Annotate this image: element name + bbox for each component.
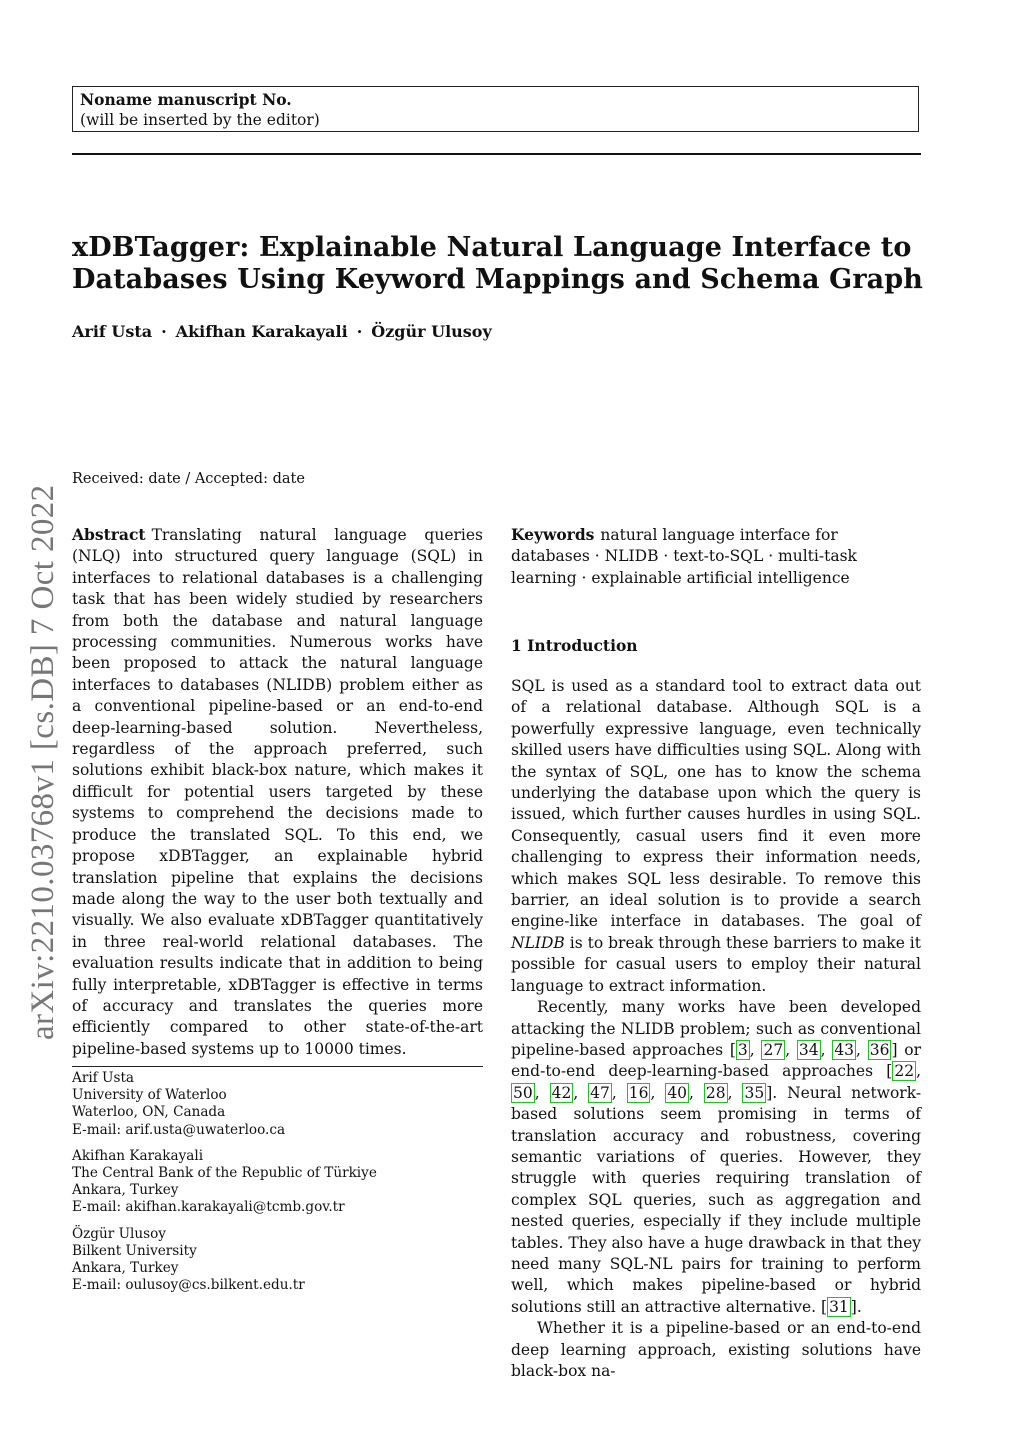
arxiv-identifier: arXiv:2210.03768v1 [cs.DB] 7 Oct 2022 [25, 484, 61, 1040]
affiliation-email: E-mail: akifhan.karakayali@tcmb.gov.tr [72, 1199, 345, 1216]
intro-text: Recently, many works have been developed attacking the NLIDB problem; such as conventional pipeline-based approaches [ [511, 998, 921, 1059]
citation-link[interactable]: 43 [834, 1040, 855, 1059]
citation-link[interactable]: 36 [869, 1040, 890, 1059]
citation-link[interactable]: 47 [590, 1083, 610, 1102]
intro-text: SQL is used as a standard tool to extract data out of a relational database. Although SQL is a powerfully expressive language, even technically skilled users have difficulties using SQL. Along with the syntax of SQL, one has to know the schema underlying the database upon which the query is issued, which further causes hurdles in using SQL. Consequently, casual users find it even more challenging to express their information needs, which makes SQL less desirable. To remove this barrier, an ideal solution is to provide a search engine-like interface in databases. The goal of [511, 677, 921, 931]
introduction-body [511, 676, 921, 1382]
intro-emphasis: NLIDB [511, 933, 565, 952]
citation-link[interactable]: 28 [705, 1083, 726, 1102]
citation-link[interactable]: 34 [798, 1040, 819, 1059]
keywords [511, 524, 921, 589]
footnote-rule [72, 1066, 483, 1067]
affiliation-block [72, 1070, 492, 1139]
citation-link[interactable]: 40 [667, 1083, 688, 1102]
abstract-text: Translating natural language queries (NLQ) into structured query language (SQL) in interfaces to relational databases is a challenging task that has been widely studied by researchers from both the database and natural language processing communities. Numerous works have been proposed to attack the natural language interfaces to databases (NLIDB) problem either as a conventional pipeline-based or an end-to-end deep-learning-based solution. Nevertheless, regardless of the approach preferred, such solutions exhibit black-box nature, which makes it difficult for potential users targeted by these systems to comprehend the decisions made to produce the translated SQL. To this end, we propose xDBTagger, an explainable hybrid translation pipeline that explains the decisions made along the way to the user both textually and visually. We also evaluate xDBTagger quantitatively in three real-world relational databases. The evaluation results indicate that in addition to being fully interpretable, xDBTagger is effective in terms of accuracy and translates the queries more efficiently compared to other state-of-the-art pipeline-based systems up to 10000 times. [72, 526, 483, 1058]
section-heading: 1 Introduction [511, 636, 638, 655]
affiliation-location: Ankara, Turkey [72, 1260, 179, 1277]
citation-link[interactable]: 3 [737, 1040, 748, 1059]
manuscript-number-box [72, 86, 919, 132]
affiliation-institution: The Central Bank of the Republic of Türkiye [72, 1165, 377, 1182]
intro-text: ]. [850, 1297, 862, 1316]
intro-paragraph: Recently, many works have been developed attacking the NLIDB problem; such as conventional pipeline-based approaches [ 3 , 27 , 34 , 43 , 36 ] or end-to-end deep-learning-based approaches [ 22 , 50 , 42 , 47 , 16 , 40 , 28 , 35 ]. Neural network-based solutions seem promising in terms of translation accuracy and robustness, covering semantic variations of queries. However, they struggle with queries requiring translation of complex SQL queries, such as aggregation and nested queries, especially if they include multiple tables. They also have a huge drawback in that they need many SQL-NL pairs for training to perform well, which makes pipeline-based or hybrid solutions still an attractive alternative. [ 31 ]. [511, 998, 922, 1316]
affiliation-email: E-mail: oulusoy@cs.bilkent.edu.tr [72, 1277, 305, 1294]
citation-link[interactable]: 42 [551, 1083, 572, 1102]
manuscript-label: Noname manuscript No. [80, 90, 292, 109]
manuscript-note: (will be inserted by the editor) [80, 111, 320, 129]
intro-paragraph: Whether it is a pipeline-based or an end-to-end deep learning approach, existing solutions have black-box na- [511, 1319, 921, 1380]
author-name: Akifhan Karakayali [175, 322, 348, 341]
intro-paragraph [511, 676, 921, 997]
affiliation-name: Arif Usta [72, 1070, 135, 1086]
affiliation-institution: University of Waterloo [72, 1087, 227, 1104]
abstract-heading: Abstract [72, 525, 146, 544]
intro-text: is to break through these barriers to make it possible for casual users to employ their natural language to extract information. [511, 933, 921, 995]
paper-title: xDBTagger: Explainable Natural Language Interface to Databases Using Keyword Mappings and Schema Graph [72, 232, 923, 295]
citation-link[interactable]: 16 [628, 1083, 649, 1102]
affiliation-email: E-mail: arif.usta@uwaterloo.ca [72, 1121, 286, 1138]
affiliation-name: Özgür Ulusoy [72, 1225, 166, 1242]
affiliation-name: Akifhan Karakayali [72, 1147, 204, 1164]
citation-link[interactable]: 50 [513, 1083, 533, 1102]
author-affiliations [72, 1070, 492, 1303]
header-rule [72, 153, 921, 155]
abstract [72, 524, 483, 1060]
intro-text: ]. Neural network-based solutions seem promising in terms of translation accuracy and robustness, covering semantic variations of queries. However, they struggle with queries requiring translation of complex SQL queries, such as aggregation and nested queries, especially if they include multiple tables. They also have a huge drawback in that they need many SQL-NL pairs for training to perform well, which makes pipeline-based or hybrid solutions still an attractive alternative. [ [511, 1083, 922, 1316]
keywords-text: natural language interface for databases · NLIDB · text-to-SQL · multi-task learning · explainable artificial intelligence [511, 526, 857, 587]
affiliation-block [72, 1148, 492, 1217]
intro-text: ] or end-to-end deep-learning-based approaches [ [511, 1040, 922, 1081]
citation-link[interactable]: 35 [744, 1083, 765, 1102]
author-list [72, 322, 492, 341]
citation-link[interactable]: 31 [829, 1297, 849, 1316]
affiliation-institution: Bilkent University [72, 1242, 197, 1259]
citation-link[interactable]: 27 [763, 1040, 784, 1059]
affiliation-location: Waterloo, ON, Canada [72, 1104, 226, 1121]
keywords-heading: Keywords [511, 525, 595, 544]
author-name: Arif Usta [72, 322, 153, 341]
author-name: Özgür Ulusoy [371, 322, 492, 341]
author-separator: · [161, 322, 167, 341]
affiliation-location: Ankara, Turkey [72, 1182, 179, 1199]
received-date: Received: date / Accepted: date [72, 471, 305, 487]
affiliation-block [72, 1226, 492, 1295]
citation-link[interactable]: 22 [894, 1062, 915, 1081]
author-separator: · [356, 322, 363, 341]
